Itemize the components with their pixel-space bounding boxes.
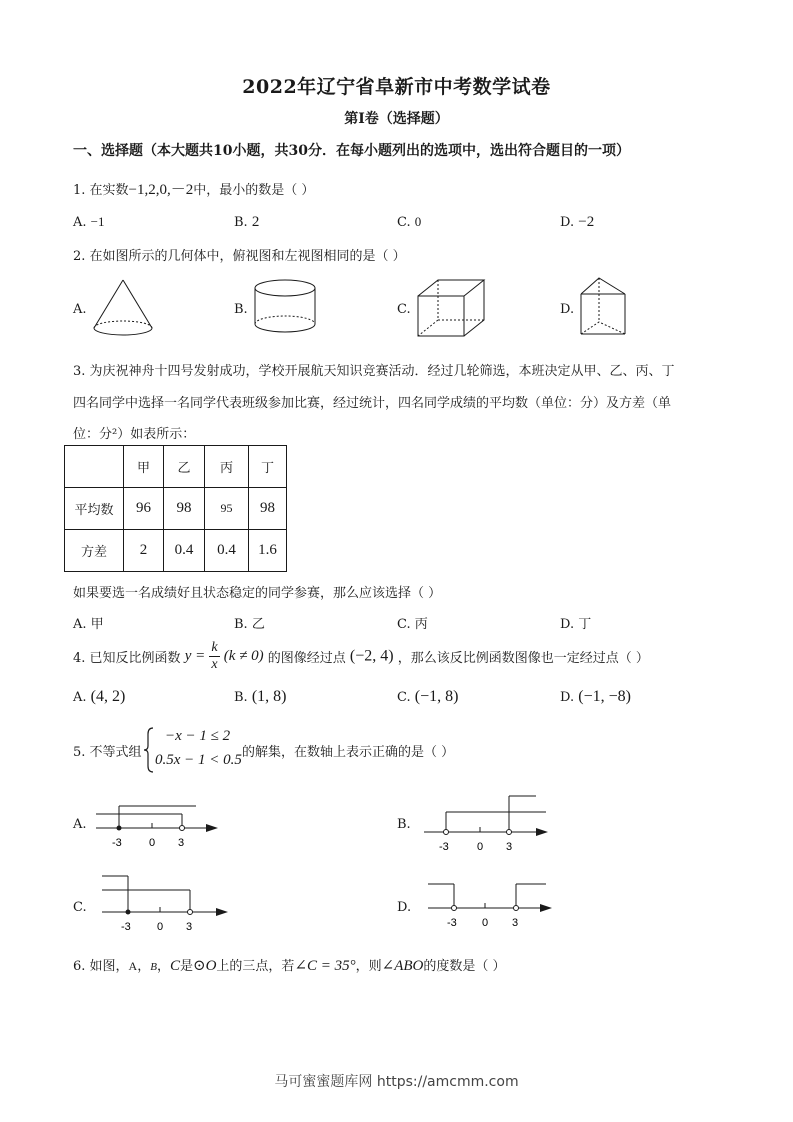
q4-mid: 的图像经过点 xyxy=(267,651,346,666)
question-4 xyxy=(73,640,649,673)
question-2: 2. 在如图所示的几何体中，俯视图和左视图相同的是（ ） xyxy=(73,249,406,264)
cone-figure[interactable] xyxy=(88,276,158,336)
table-cell: 平均数 xyxy=(65,488,124,530)
tick-label: 0 xyxy=(482,917,489,929)
q6-point-a: A xyxy=(128,959,138,973)
q1-expression: −1,2,0,－2 xyxy=(128,182,194,198)
q3-line-1: 3. 为庆祝神舟十四号发射成功，学校开展航天知识竞赛活动．经过几轮筛选，本班决定从甲、乙、丙、丁 xyxy=(73,364,675,379)
table-header-row xyxy=(65,446,287,488)
exam-title: 2022年辽宁省阜新市中考数学试卷 xyxy=(242,76,551,98)
table-cell: 0.4 xyxy=(205,530,249,572)
table-cell: 98 xyxy=(249,488,287,530)
tick-label: 3 xyxy=(506,841,513,852)
tick-label: -3 xyxy=(439,841,449,852)
table-cell: 96 xyxy=(124,488,164,530)
table-cell: 2 xyxy=(124,530,164,572)
table-cell: 0.4 xyxy=(164,530,205,572)
footer-watermark[interactable]: 马可蜜蜜题库网 https://amcmm.com xyxy=(274,1074,519,1090)
q1-option-d[interactable]: D. −2 xyxy=(560,214,595,230)
tick-label: -3 xyxy=(121,921,131,933)
q4-point: (−2, 4) xyxy=(349,647,394,665)
cube-figure[interactable] xyxy=(412,274,492,340)
q5-option-d-label[interactable]: D. xyxy=(397,900,412,915)
q6-suffix: 的度数是（ ） xyxy=(423,959,506,974)
section-heading: 一、选择题（本大题共10小题，共30分．在每小题列出的选项中，选出符合题目的一项） xyxy=(73,143,630,159)
tick-label: 3 xyxy=(186,921,193,933)
tick-label: -3 xyxy=(447,917,457,929)
table-cell: 1.6 xyxy=(249,530,287,572)
q2-option-c-label[interactable]: C. xyxy=(397,302,411,317)
number-line-b[interactable] xyxy=(418,790,553,852)
q2-option-b-label[interactable]: B. xyxy=(234,302,248,317)
triangular-prism-figure[interactable] xyxy=(575,274,635,340)
q3-option-c[interactable]: C. 丙 xyxy=(397,617,428,632)
q3-line-3: 位：分²）如表所示： xyxy=(73,427,196,442)
tick-label: -3 xyxy=(112,837,122,849)
table-row xyxy=(65,530,287,572)
table-cell: 95 xyxy=(205,488,249,530)
q4-option-a[interactable]: A. (4, 2) xyxy=(73,688,126,705)
number-line-a[interactable] xyxy=(90,790,225,852)
q3-option-b[interactable]: B. 乙 xyxy=(234,617,265,632)
q3-option-d[interactable]: D. 丁 xyxy=(560,617,592,632)
q5-inequality-1: −x − 1 ≤ 2 xyxy=(165,728,231,744)
tick-label: 0 xyxy=(477,841,484,852)
q5-option-a-label[interactable]: A. xyxy=(73,817,87,832)
q3-question: 如果要选一名成绩好且状态稳定的同学参赛，那么应该选择（ ） xyxy=(73,586,442,601)
q6-angle-abo: ∠ABO xyxy=(381,958,424,974)
q4-y: y = xyxy=(184,648,206,664)
tick-label: 3 xyxy=(512,917,519,929)
q2-option-d-label[interactable]: D. xyxy=(560,302,575,317)
tick-label: 0 xyxy=(157,921,164,933)
q4-fraction: $\frac{k}{x}$ xyxy=(211,640,218,672)
score-table xyxy=(64,445,287,572)
q4-option-d[interactable]: D. (−1, −8) xyxy=(560,688,631,705)
q5-inequality-2: 0.5x − 1 < 0.5 xyxy=(155,752,242,768)
table-cell: 98 xyxy=(164,488,205,530)
q6-point-b: B xyxy=(150,961,157,973)
q1-suffix: 中，最小的数是（ ） xyxy=(193,183,315,198)
q2-option-a-label[interactable]: A. xyxy=(73,302,87,317)
number-line-c[interactable] xyxy=(96,872,231,934)
table-header-cell: 丁 xyxy=(249,446,287,488)
q5-suffix: 的解集，在数轴上表示正确的是（ ） xyxy=(242,745,455,760)
q5-option-c-label[interactable]: C. xyxy=(73,900,87,915)
table-header-cell xyxy=(65,446,124,488)
number-line-d[interactable] xyxy=(422,872,557,934)
q6-circle: ⊙O xyxy=(193,958,217,974)
table-row xyxy=(65,488,287,530)
tick-label: 3 xyxy=(178,837,185,849)
q5-prefix: 5. 不等式组 xyxy=(73,745,142,760)
table-header-cell: 甲 xyxy=(124,446,164,488)
q4-prefix: 4. 已知反比例函数 xyxy=(73,651,181,666)
q4-condition: (k ≠ 0) xyxy=(223,648,264,664)
question-1 xyxy=(73,178,314,199)
q3-option-a[interactable]: A. 甲 xyxy=(73,617,104,632)
q6-mid-2: 上的三点，若 xyxy=(216,959,295,974)
tick-label: 0 xyxy=(149,837,156,849)
q1-option-a[interactable]: A. −1 xyxy=(73,214,105,230)
q1-prefix: 1. 在实数 xyxy=(73,183,129,198)
cylinder-figure[interactable] xyxy=(250,276,320,336)
left-brace-icon xyxy=(143,726,155,774)
q3-line-2: 四名同学中选择一名同学代表班级参加比赛，经过统计，四名同学成绩的平均数（单位：分）及方差（单 xyxy=(73,396,672,411)
table-cell: 方差 xyxy=(65,530,124,572)
q6-prefix: 6. 如图， xyxy=(73,959,129,974)
q1-option-b[interactable]: B. 2 xyxy=(234,214,260,230)
q4-suffix: ，那么该反比例函数图像也一定经过点（ ） xyxy=(397,651,649,666)
q6-angle-c: ∠C = 35° xyxy=(294,958,356,974)
table-header-cell: 乙 xyxy=(164,446,205,488)
q6-mid-1: 是 xyxy=(180,959,194,974)
q1-option-c[interactable]: C. 0 xyxy=(397,214,422,230)
table-header-cell: 丙 xyxy=(205,446,249,488)
q6-mid-3: ，则 xyxy=(355,959,382,974)
question-6: 6. 如图，A，B，C是⊙O上的三点，若∠C = 35°，则∠ABO的度数是（ ） xyxy=(73,958,506,974)
q4-option-c[interactable]: C. (−1, 8) xyxy=(397,688,459,705)
q4-option-b[interactable]: B. (1, 8) xyxy=(234,688,287,705)
q6-point-c: C xyxy=(169,958,180,974)
volume-subtitle: 第I卷（选择题） xyxy=(344,111,449,127)
q5-option-b-label[interactable]: B. xyxy=(397,817,411,832)
